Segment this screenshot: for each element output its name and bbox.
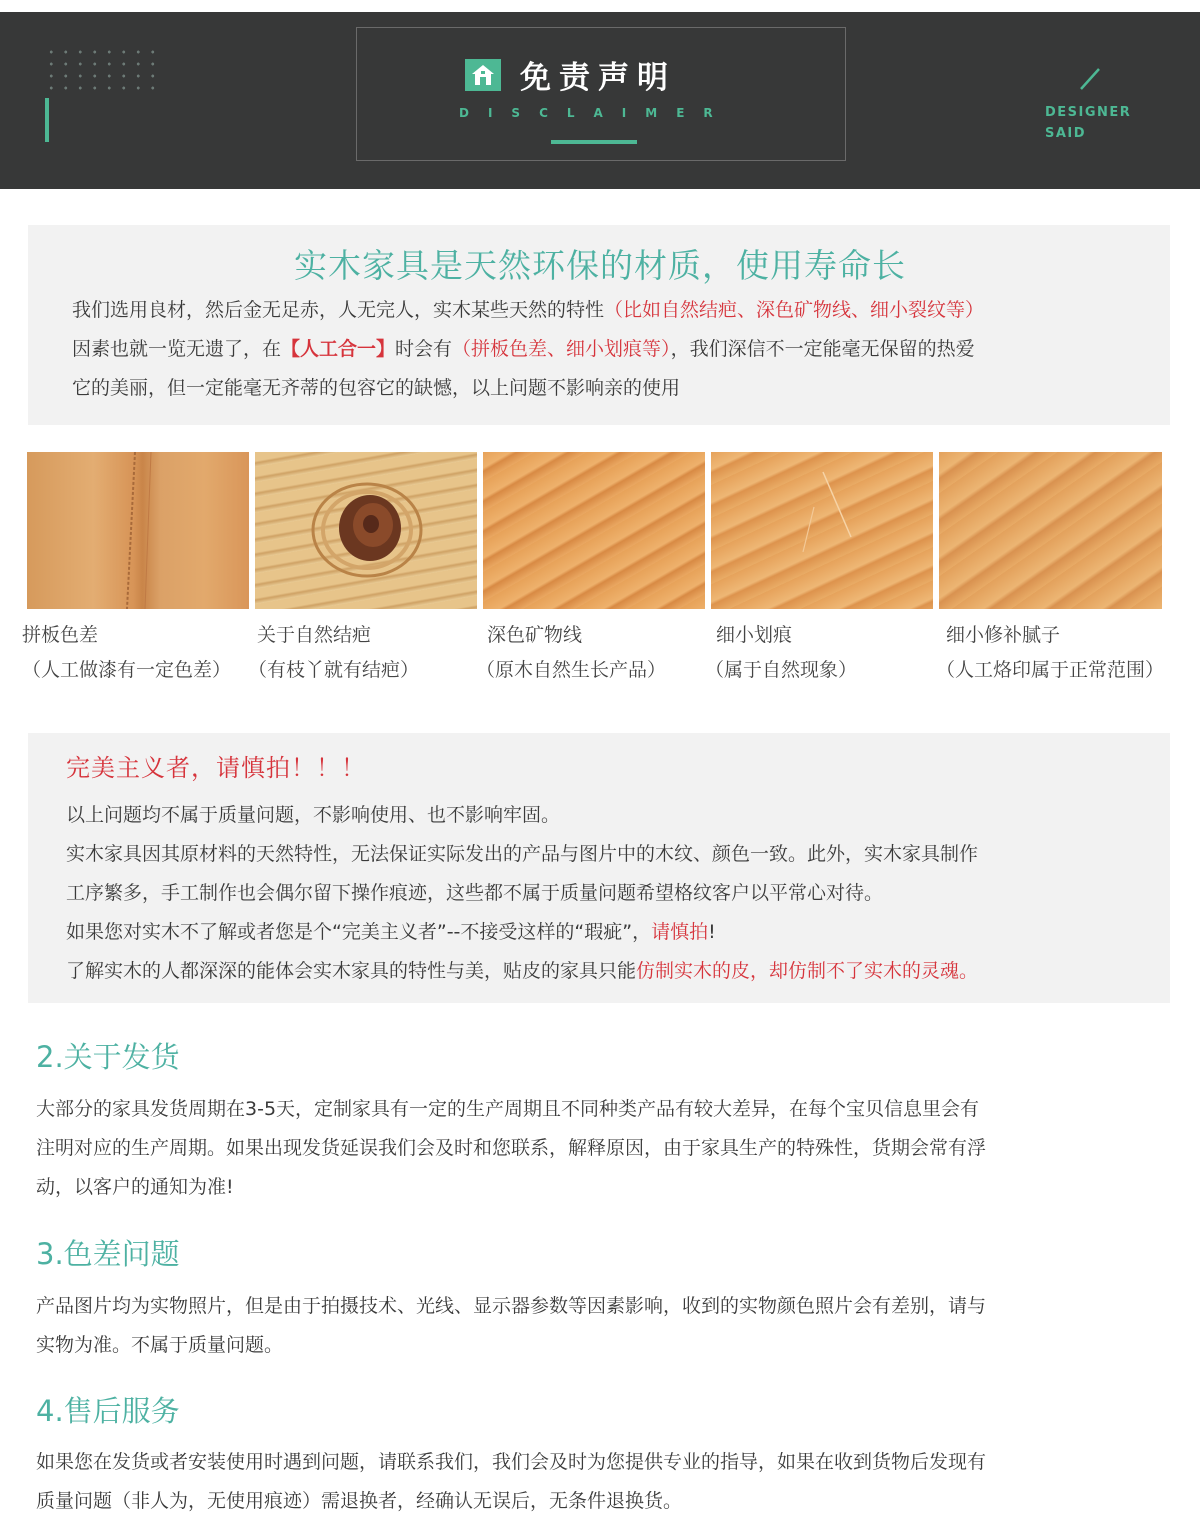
- intro-highlight: 【人工合一】: [281, 338, 396, 360]
- said-line: SAID: [1045, 126, 1087, 141]
- intro-line-2: [72, 330, 975, 369]
- warning-highlight: 请慎拍: [651, 921, 709, 943]
- wood-photo-scratches: [711, 452, 933, 609]
- warning-line: 实木家具因其原材料的天然特性，无法保证实际发出的产品与图片中的木纹、颜色一致。此外，实木家具制作: [66, 843, 979, 865]
- photo-caption-title: 细小修补腻子: [946, 624, 1061, 646]
- intro-text: ，我们深信不一定能毫无保留的热爱: [670, 338, 975, 360]
- photo-caption-title: 关于自然结疤: [257, 624, 372, 646]
- photo-caption-title: 深色矿物线: [487, 624, 583, 646]
- intro-text: 我们选用良材，然后金无足赤，人无完人，实木某些天然的特性: [72, 299, 605, 321]
- accent-bar: [45, 98, 49, 142]
- intro-text: 时会有: [395, 338, 453, 360]
- title-underline: [551, 140, 637, 144]
- aftersales-line: 质量问题（非人为，无使用痕迹）需退换者，经确认无误后，无条件退换货。: [36, 1490, 683, 1512]
- warning-title: 完美主义者，请慎拍！！！: [66, 754, 366, 782]
- slash-icon: [1077, 66, 1103, 92]
- house-icon: [465, 59, 501, 91]
- photo-caption-desc: （人工做漆有一定色差）: [22, 659, 232, 681]
- designer-line: DESIGNER: [1045, 105, 1132, 120]
- warning-line: 工序繁多，手工制作也会偶尔留下操作痕迹，这些都不属于质量问题希望格纹客户以平常心对待。: [66, 882, 884, 904]
- photo-caption-desc: （人工烙印属于正常范围）: [936, 659, 1165, 681]
- designer-said-label: [1045, 102, 1131, 144]
- section-title-color: 3.色差问题: [36, 1237, 180, 1271]
- wood-photo-knot: [255, 452, 477, 609]
- intro-heading: 实木家具是天然环保的材质，使用寿命长: [294, 246, 906, 285]
- shipping-line: 动，以客户的通知为准!: [36, 1176, 234, 1198]
- intro-highlight: （比如自然结疤、深色矿物线、细小裂纹等）: [604, 299, 985, 321]
- wood-photo-filler: [939, 452, 1162, 609]
- warning-line: [66, 913, 716, 952]
- photo-caption-title: 拼板色差: [22, 624, 99, 646]
- warning-line: 以上问题均不属于质量问题，不影响使用、也不影响牢固。: [66, 804, 561, 826]
- section-title-shipping: 2.关于发货: [36, 1040, 180, 1074]
- intro-line-3: 它的美丽，但一定能毫无齐蒂的包容它的缺憾，以上问题不影响亲的使用: [72, 377, 681, 399]
- warning-highlight: 仿制实木的皮，却仿制不了实木的灵魂。: [636, 960, 979, 982]
- photo-caption-desc: （原木自然生长产品）: [476, 659, 667, 681]
- warning-text: 了解实木的人都深深的能体会实木家具的特性与美，贴皮的家具只能: [66, 960, 637, 982]
- warning-text: !: [708, 921, 716, 943]
- photo-caption-desc: （有枝丫就有结疤）: [248, 659, 420, 681]
- photo-caption-title: 细小划痕: [716, 624, 793, 646]
- intro-line-1: [72, 291, 984, 330]
- page-title: 免责声明: [520, 60, 676, 96]
- wood-photo-mineral-lines: [483, 452, 705, 609]
- wood-photo-panel-color: [27, 452, 249, 609]
- page-subtitle: DISCLAIMER: [459, 106, 732, 120]
- photo-caption-desc: （属于自然现象）: [705, 659, 858, 681]
- intro-highlight: （拼板色差、细小划痕等）: [452, 338, 671, 360]
- shipping-line: 注明对应的生产周期。如果出现发货延误我们会及时和您联系，解释原因，由于家具生产的特殊性，货期会常有浮: [36, 1137, 987, 1159]
- color-line: 实物为准。不属于质量问题。: [36, 1334, 284, 1356]
- warning-text: 如果您对实木不了解或者您是个“完美主义者”--不接受这样的“瑕疵”，: [66, 921, 652, 943]
- shipping-line: 大部分的家具发货周期在3-5天，定制家具有一定的生产周期且不同种类产品有较大差异，在每个宝贝信息里会有: [36, 1098, 980, 1120]
- aftersales-line: 如果您在发货或者安装使用时遇到问题，请联系我们，我们会及时为您提供专业的指导，如果在收到货物后发现有: [36, 1451, 987, 1473]
- color-line: 产品图片均为实物照片，但是由于拍摄技术、光线、显示器参数等因素影响，收到的实物颜色照片会有差别，请与: [36, 1295, 987, 1317]
- warning-line: [66, 952, 978, 991]
- intro-text: 因素也就一览无遗了，在: [72, 338, 282, 360]
- section-title-aftersales: 4.售后服务: [36, 1394, 180, 1428]
- dot-grid-decoration: [44, 46, 160, 94]
